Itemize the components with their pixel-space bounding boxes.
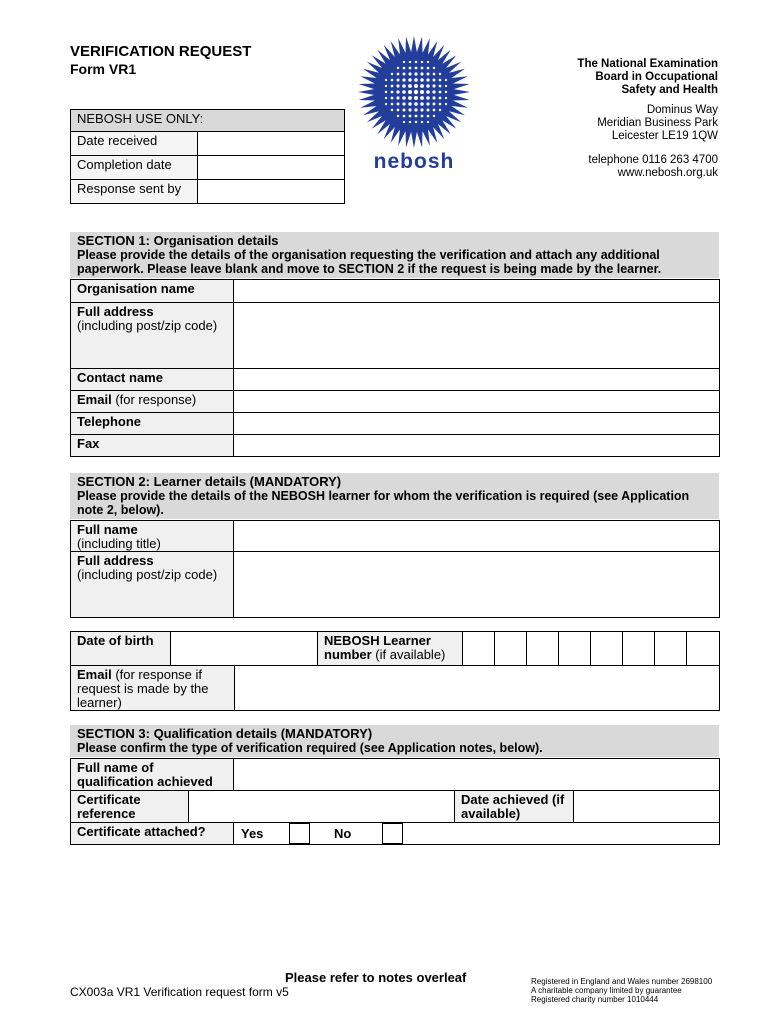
cert-attached-table <box>70 822 720 845</box>
date-achieved-field[interactable] <box>574 791 720 823</box>
section2-table <box>70 520 720 618</box>
section2-heading: SECTION 2: Learner details (MANDATORY) <box>77 474 342 489</box>
s2-email-field[interactable] <box>235 666 720 711</box>
response-sent-by-field[interactable] <box>198 180 345 204</box>
full-name-field[interactable] <box>234 521 720 552</box>
section1-instructions: Please provide the details of the organisation requesting the verification and attach any additional paperwork. Please leave blank and move to SECTION 2 if the request is being made by the learner. <box>77 248 662 276</box>
date-received-field[interactable] <box>198 132 345 156</box>
fax-field[interactable] <box>234 435 720 457</box>
form-number: Form VR1 <box>70 61 137 77</box>
sunburst-logo-icon <box>351 36 477 148</box>
section3-header <box>70 725 719 757</box>
telephone-field[interactable] <box>234 413 720 435</box>
full-name-label: Full name (including title) <box>71 521 234 552</box>
section1-header <box>70 232 719 278</box>
website: www.nebosh.org.uk <box>617 167 718 179</box>
yes-label: Yes <box>241 826 264 841</box>
s1-email-label: Email (for response) <box>71 391 234 413</box>
reg-line: Registered in England and Wales number 2698100 <box>531 977 713 986</box>
learner-number-digit[interactable] <box>559 632 591 666</box>
section2-instructions: Please provide the details of the NEBOSH learner for whom the verification is required (see Application note 2, below). <box>77 489 690 517</box>
contact-name-label: Contact name <box>71 369 234 391</box>
org-name-line: The National Examination <box>577 58 718 70</box>
qual-name-field[interactable] <box>234 759 720 791</box>
logo-wordmark: nebosh <box>373 150 455 173</box>
learner-number-digit[interactable] <box>527 632 559 666</box>
reg-line: Registered charity number 1010444 <box>531 995 659 1004</box>
org-name-line: Board in Occupational <box>595 71 718 83</box>
address-line: Meridian Business Park <box>597 117 718 129</box>
completion-date-field[interactable] <box>198 156 345 180</box>
cert-ref-field[interactable] <box>189 791 455 823</box>
yes-checkbox[interactable] <box>289 823 310 844</box>
section1-table <box>70 279 720 457</box>
reg-line: A charitable company limited by guarantee <box>531 986 682 995</box>
learner-number-digit[interactable] <box>623 632 655 666</box>
address-line: Leicester LE19 1QW <box>611 130 718 142</box>
qual-name-table <box>70 758 720 791</box>
learner-number-digit[interactable] <box>495 632 527 666</box>
form-reference: CX003a VR1 Verification request form v5 <box>70 985 289 999</box>
telephone-label: Telephone <box>71 413 234 435</box>
dob-label: Date of birth <box>71 632 171 666</box>
cert-ref-table <box>70 790 720 823</box>
s2-address-field[interactable] <box>234 552 720 618</box>
s2-email-table <box>70 665 720 711</box>
s1-email-field[interactable] <box>234 391 720 413</box>
learner-number-digit[interactable] <box>463 632 495 666</box>
org-name-line: Safety and Health <box>621 84 718 96</box>
date-achieved-label: Date achieved (if available) <box>455 791 574 823</box>
date-received-label: Date received <box>71 132 198 156</box>
telephone: telephone 0116 263 4700 <box>588 154 718 166</box>
address-line: Dominus Way <box>646 104 718 116</box>
s2-email-label: Email (for response if request is made by the learner) <box>71 666 235 711</box>
organisation-details <box>498 58 718 180</box>
s1-address-note: (including post/zip code) <box>77 318 218 333</box>
registration-info <box>531 977 712 1004</box>
no-checkbox[interactable] <box>382 823 403 844</box>
s1-address-field[interactable] <box>234 303 720 369</box>
fax-label: Fax <box>71 435 234 457</box>
learner-number-digit[interactable] <box>591 632 623 666</box>
learner-number-label: NEBOSH Learner number (if available) <box>318 632 463 666</box>
use-only-heading: NEBOSH USE ONLY: <box>71 110 345 132</box>
learner-number-digit[interactable] <box>687 632 720 666</box>
org-name-field[interactable] <box>234 280 720 303</box>
response-sent-by-label: Response sent by <box>71 180 198 204</box>
qual-name-label: Full name of qualification achieved <box>71 759 234 791</box>
nebosh-logo <box>351 36 477 176</box>
form-title: VERIFICATION REQUEST <box>70 43 252 60</box>
org-name-label: Organisation name <box>71 280 234 303</box>
cert-ref-label: Certificate reference <box>71 791 189 823</box>
dob-field[interactable] <box>171 632 318 666</box>
contact-name-field[interactable] <box>234 369 720 391</box>
cert-attached-options <box>234 823 720 845</box>
section2-header <box>70 473 719 519</box>
nebosh-use-only-table <box>70 109 345 204</box>
completion-date-label: Completion date <box>71 156 198 180</box>
section3-heading: SECTION 3: Qualification details (MANDATORY) <box>77 726 373 741</box>
section1-heading: SECTION 1: Organisation details <box>77 233 279 248</box>
cert-attached-label: Certificate attached? <box>71 823 234 845</box>
s2-address-label: Full address (including post/zip code) <box>71 552 234 618</box>
s1-address-label: Full address (including post/zip code) <box>71 303 234 369</box>
dob-learner-table <box>70 631 720 666</box>
refer-notes: Please refer to notes overleaf <box>285 970 467 985</box>
no-label: No <box>334 826 352 841</box>
section3-instructions: Please confirm the type of verification required (see Application notes, below). <box>77 741 543 755</box>
learner-number-digit[interactable] <box>655 632 687 666</box>
